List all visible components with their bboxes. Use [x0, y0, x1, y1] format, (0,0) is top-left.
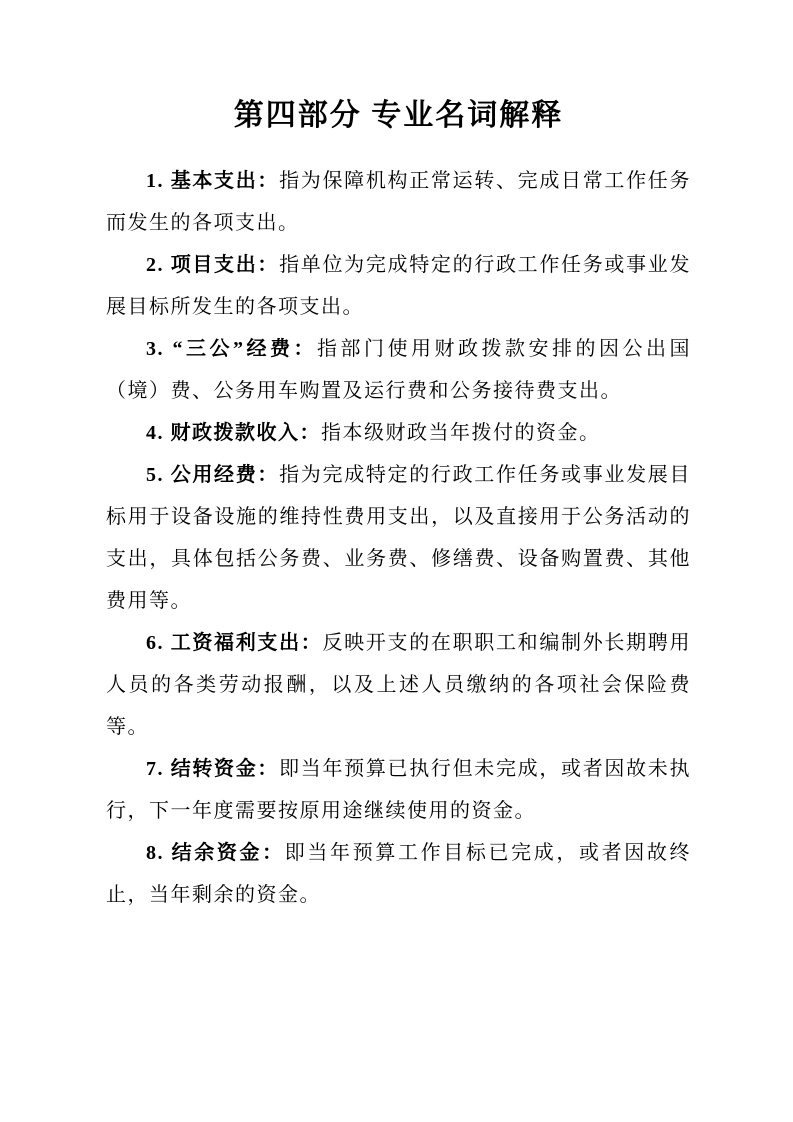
- definition-text: 即当年预算工作目标已完成，或者因故终止，当年剩余的资金。: [106, 842, 692, 906]
- term-label: 3. “三公”经费：: [146, 338, 317, 360]
- definition-paragraph: [106, 328, 691, 412]
- definition-paragraph: [106, 160, 691, 244]
- term-label: 5. 公用经费：: [146, 464, 280, 486]
- definition-paragraph: [106, 748, 691, 832]
- definition-text: 即当年预算已执行但未完成，或者因故未执行，下一年度需要按原用途继续使用的资金。: [106, 758, 691, 822]
- definition-paragraph: [106, 622, 691, 748]
- term-label: 6. 工资福利支出：: [146, 632, 323, 654]
- term-label: 2. 项目支出：: [146, 254, 280, 276]
- definition-text: 指为完成特定的行政工作任务或事业发展目标用于设备设施的维持性费用支出，以及直接用于公务活动的支出，具体包括公务费、业务费、修缮费、设备购置费、其他费用等。: [106, 464, 691, 612]
- definition-paragraph: [106, 454, 691, 622]
- term-label: 8. 结余资金：: [146, 842, 285, 864]
- page-title: 第四部分 专业名词解释: [233, 99, 564, 132]
- term-label: 1. 基本支出：: [146, 170, 280, 192]
- definition-text: 指单位为完成特定的行政工作任务或事业发展目标所发生的各项支出。: [106, 254, 691, 318]
- term-label: 4. 财政拨款收入：: [146, 422, 321, 444]
- definition-paragraph: [106, 412, 691, 454]
- definition-paragraph: [106, 832, 691, 916]
- definition-paragraph: [106, 244, 691, 328]
- definition-text: 指本级财政当年拨付的资金。: [321, 422, 601, 444]
- definition-text: 指部门使用财政拨款安排的因公出国（境）费、公务用车购置及运行费和公务接待费支出。: [106, 338, 691, 402]
- definition-text: 指为保障机构正常运转、完成日常工作任务而发生的各项支出。: [106, 170, 691, 234]
- term-label: 7. 结转资金：: [146, 758, 280, 780]
- document-body: [106, 160, 691, 916]
- definition-text: 反映开支的在职职工和编制外长期聘用人员的各类劳动报酬，以及上述人员缴纳的各项社会保险费等。: [106, 632, 691, 738]
